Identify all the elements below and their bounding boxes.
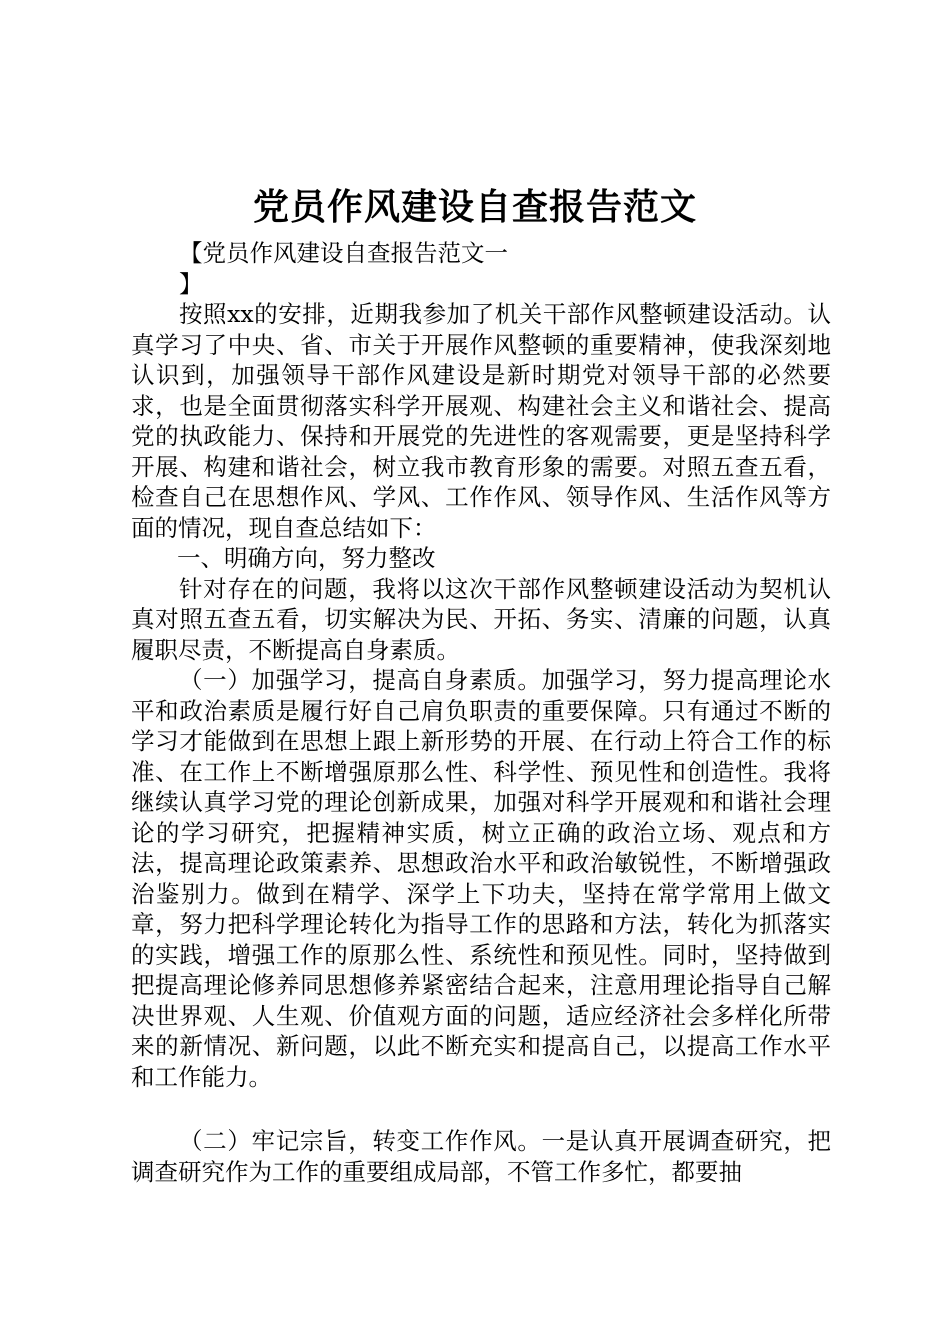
paragraph-study: （一）加强学习，提高自身素质。加强学习，努力提高理论水平和政治素质是履行好自己肩负职责的重要保障。只有通过不断的学习才能做到在思想上跟上新形势的开展、在行动上符合工作的标准、在工作上不断增强原那么性、科学性、预见性和创造性。我将继续认真学习党的理论创新成果，加强对科学开展观和和谐社会理论的学习研究，把握精神实质，树立正确的政治立场、观点和方法，提高理论政策素养、思想政治水平和政治敏锐性，不断增强政治鉴别力。做到在精学、深学上下功夫，坚持在常学常用上做文章，努力把科学理论转化为指导工作的思路和方法，转化为抓落实的实践，增强工作的原那么性、系统性和预见性。同时，坚持做到把提高理论修养同思想修养紧密结合起来，注意用理论指导自己解决世界观、人生观、价值观方面的问题，适应经济社会多样化所带来的新情况、新问题，以此不断充实和提高自己，以提高工作水平和工作能力。 [131, 666, 831, 1091]
paragraph-problems: 针对存在的问题，我将以这次干部作风整顿建设活动为契机认真对照五查五看，切实解决为民、开拓、务实、清廉的问题，认真履职尽责，不断提高自身素质。 [131, 574, 831, 664]
document-title: 党员作风建设自查报告范文 [252, 187, 697, 228]
subtitle-line: 【党员作风建设自查报告范文一 [179, 239, 508, 267]
document-body [131, 238, 831, 1187]
paragraph-intro: 按照xx的安排，近期我参加了机关干部作风整顿建设活动。认真学习了中央、省、市关于开展作风整顿的重要精神，使我深刻地认识到，加强领导干部作风建设是新时期党对领导干部的必然要求，也是全面贯彻落实科学开展观、构建社会主义和谐社会、提高党的执政能力、保持和开展党的先进性的客观需要，更是坚持科学开展、构建和谐社会，树立我市教育形象的需要。对照五查五看，检查自己在思想作风、学风、工作作风、领导作风、生活作风等方面的情况，现自查总结如下： [131, 300, 831, 542]
section-heading: 一、明确方向，努力整改 [177, 544, 436, 572]
subtitle-close-line: 】 [179, 269, 203, 298]
paragraph-gap [131, 1092, 831, 1126]
paragraph-purpose: （二）牢记宗旨，转变工作作风。一是认真开展调查研究，把调查研究作为工作的重要组成局部，不管工作多忙，都要抽 [131, 1127, 831, 1186]
